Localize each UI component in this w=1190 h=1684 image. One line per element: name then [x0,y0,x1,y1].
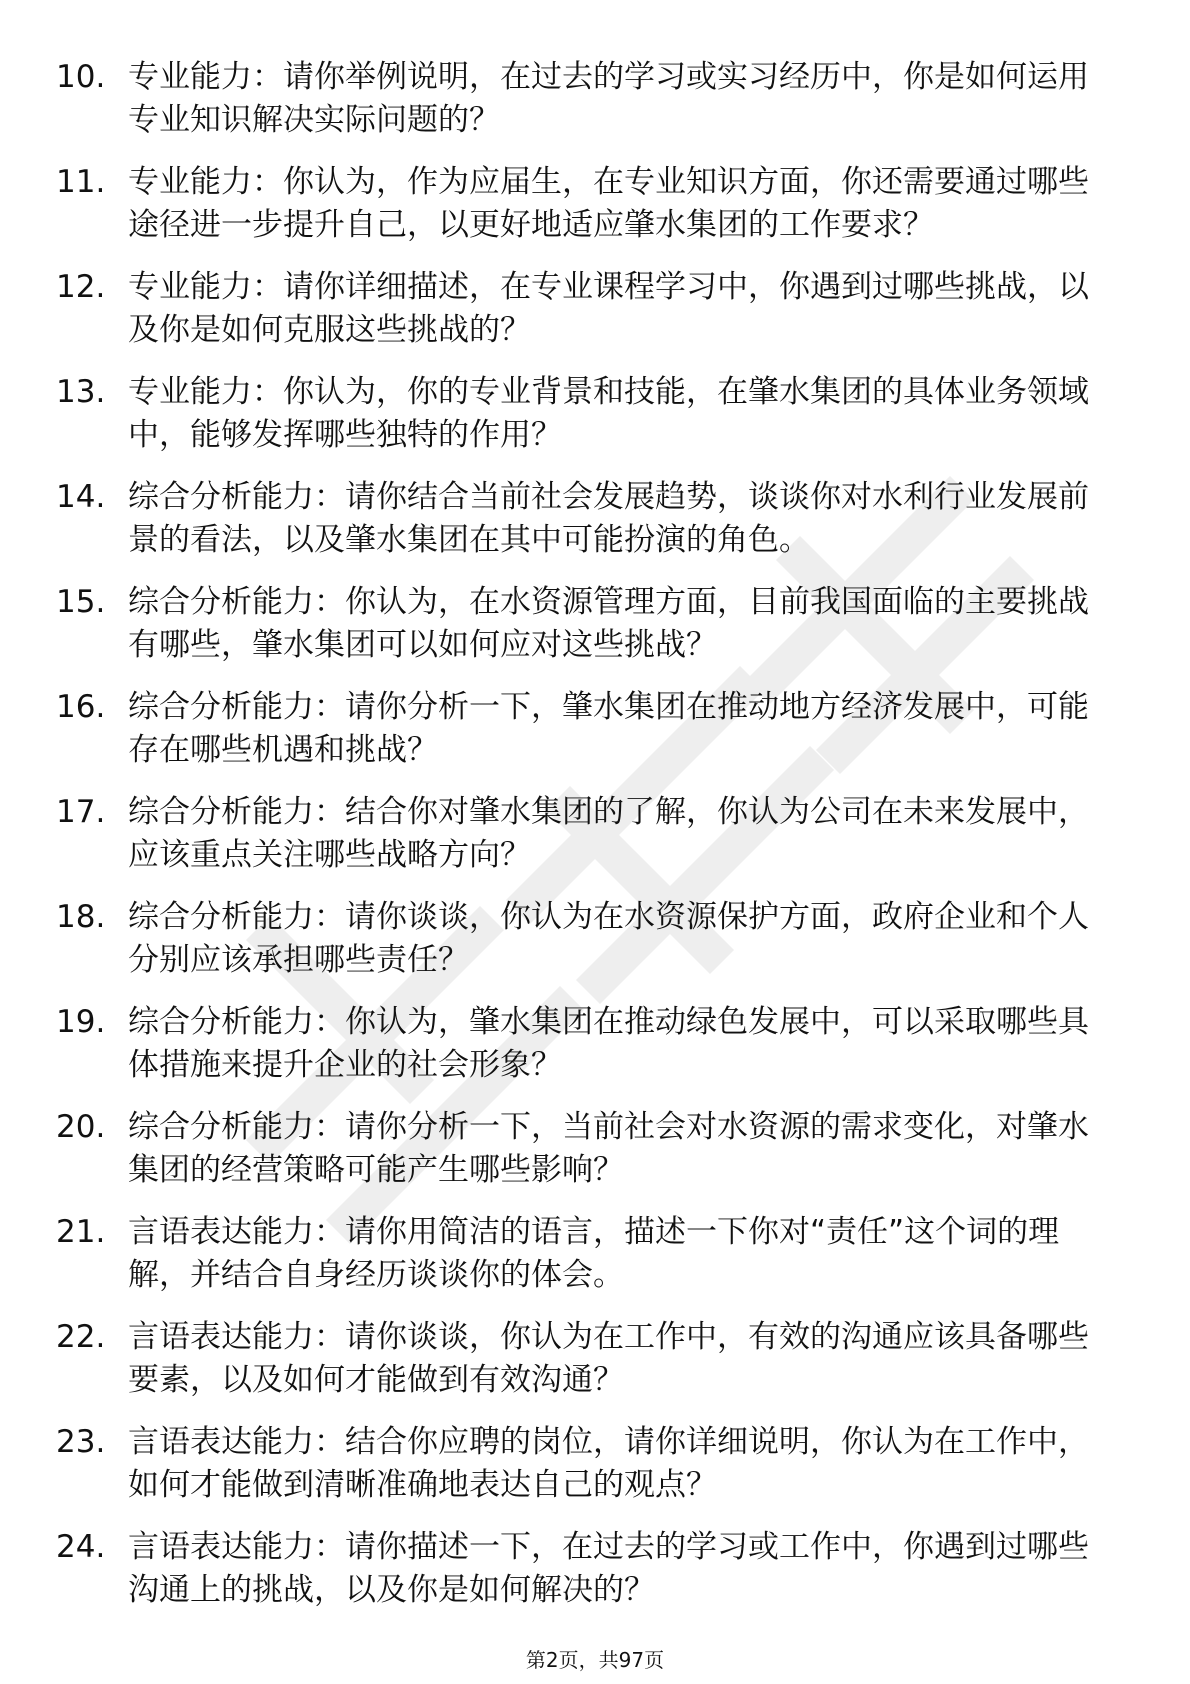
question-text: 专业能力：请你详细描述，在专业课程学习中，你遇到过哪些挑战，以及你是如何克服这些挑战的？ [128,269,1089,348]
question-text: 言语表达能力：结合你应聘的岗位，请你详细说明，你认为在工作中，如何才能做到清晰准确地表达自己的观点？ [128,1424,1089,1503]
question-text: 言语表达能力：请你描述一下，在过去的学习或工作中，你遇到过哪些沟通上的挑战，以及你是如何解决的？ [128,1529,1089,1608]
question-text: 综合分析能力：你认为，在水资源管理方面，目前我国面临的主要挑战有哪些，肇水集团可以如何应对这些挑战？ [128,584,1089,663]
question-text: 言语表达能力：请你谈谈，你认为在工作中，有效的沟通应该具备哪些要素，以及如何才能做到有效沟通？ [128,1319,1089,1398]
question-text: 综合分析能力：结合你对肇水集团的了解，你认为公司在未来发展中，应该重点关注哪些战略方向？ [128,794,1089,873]
question-text: 专业能力：你认为，你的专业背景和技能，在肇水集团的具体业务领域中，能够发挥哪些独特的作用？ [128,374,1089,453]
question-item [0,1106,1190,1192]
question-number: 13. [56,374,106,410]
question-number: 11. [56,164,106,200]
question-item [0,1001,1190,1087]
question-number: 14. [56,479,106,515]
question-item [0,1421,1190,1507]
question-number: 12. [56,269,106,305]
question-item [0,476,1190,562]
question-item [0,1526,1190,1612]
question-text: 综合分析能力：你认为，肇水集团在推动绿色发展中，可以采取哪些具体措施来提升企业的社会形象？ [128,1004,1089,1083]
question-text: 综合分析能力：请你分析一下，当前社会对水资源的需求变化，对肇水集团的经营策略可能产生哪些影响？ [128,1109,1089,1188]
question-number: 22. [56,1319,106,1355]
question-item [0,581,1190,667]
question-text: 专业能力：请你举例说明，在过去的学习或实习经历中，你是如何运用专业知识解决实际问题的？ [128,59,1089,138]
question-text: 专业能力：你认为，作为应届生，在专业知识方面，你还需要通过哪些途径进一步提升自己，以更好地适应肇水集团的工作要求？ [128,164,1089,243]
question-number: 10. [56,59,106,95]
question-item [0,686,1190,772]
question-item [0,896,1190,982]
question-item [0,1211,1190,1297]
question-number: 21. [56,1214,106,1250]
question-text: 言语表达能力：请你用简洁的语言，描述一下你对“责任”这个词的理解，并结合自身经历谈谈你的体会。 [128,1214,1060,1293]
question-number: 19. [56,1004,106,1040]
question-item [0,56,1190,142]
question-number: 16. [56,689,106,725]
page-footer [0,1646,1190,1674]
question-list [0,56,1190,1631]
question-text: 综合分析能力：请你结合当前社会发展趋势，谈谈你对水利行业发展前景的看法，以及肇水集团在其中可能扮演的角色。 [128,479,1089,558]
question-item [0,266,1190,352]
question-number: 18. [56,899,106,935]
question-text: 综合分析能力：请你分析一下，肇水集团在推动地方经济发展中，可能存在哪些机遇和挑战？ [128,689,1089,768]
question-item [0,791,1190,877]
question-text: 综合分析能力：请你谈谈，你认为在水资源保护方面，政府企业和个人分别应该承担哪些责任？ [128,899,1089,978]
question-item [0,161,1190,247]
question-number: 15. [56,584,106,620]
question-item [0,1316,1190,1402]
page-number-label: 第2页，共97页 [525,1648,665,1672]
question-item [0,371,1190,457]
question-number: 17. [56,794,106,830]
question-number: 20. [56,1109,106,1145]
question-number: 23. [56,1424,106,1460]
question-number: 24. [56,1529,106,1565]
